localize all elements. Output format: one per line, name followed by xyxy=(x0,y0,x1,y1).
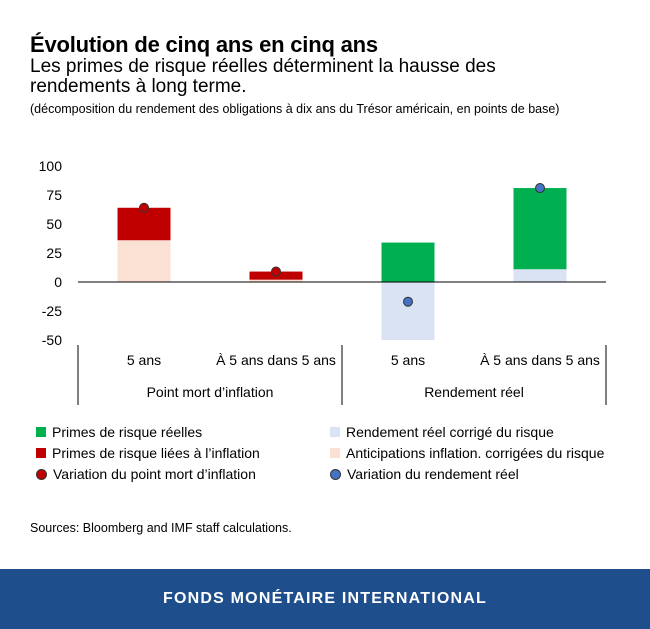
legend-item xyxy=(36,424,202,440)
legend-item xyxy=(330,424,554,440)
legend-swatch xyxy=(330,427,340,437)
chart-title: Évolution de cinq ans en cinq ans xyxy=(30,32,378,57)
legend-swatch xyxy=(36,448,46,458)
x-tick-label: À 5 ans dans 5 ans xyxy=(216,352,336,368)
chart-area xyxy=(0,150,650,410)
bar-segment xyxy=(382,243,435,282)
footer-banner xyxy=(0,569,650,629)
x-tick-label: 5 ans xyxy=(390,352,426,368)
legend-marker xyxy=(36,469,47,480)
legend-marker xyxy=(330,469,341,480)
legend-item xyxy=(330,466,519,482)
y-tick-label: 50 xyxy=(46,216,62,232)
x-group-label: Point mort d’inflation xyxy=(146,384,274,400)
x-group-label: Rendement réel xyxy=(424,384,524,400)
legend-swatch xyxy=(330,448,340,458)
bar-segment xyxy=(514,188,567,269)
footer-text: FONDS MONÉTAIRE INTERNATIONAL xyxy=(163,590,487,607)
data-point-marker xyxy=(140,203,149,212)
legend-label: Variation du point mort d’inflation xyxy=(53,466,256,482)
bar-segment xyxy=(382,282,435,340)
y-tick-label: 100 xyxy=(38,158,62,174)
legend-item xyxy=(330,445,604,461)
bar-segment xyxy=(118,240,171,282)
legend-item xyxy=(36,466,256,482)
legend-label: Rendement réel corrigé du risque xyxy=(346,424,554,440)
data-point-marker xyxy=(536,184,545,193)
data-point-marker xyxy=(272,267,281,276)
chart-subtitle: Les primes de risque réelles déterminent la hausse des rendements à long terme. xyxy=(30,56,496,97)
y-tick-label: -25 xyxy=(41,303,62,319)
y-tick-label: 75 xyxy=(46,187,62,203)
legend-swatch xyxy=(36,427,46,437)
y-tick-label: 0 xyxy=(54,274,62,290)
bar-segment xyxy=(514,269,567,282)
y-tick-label: -50 xyxy=(41,332,62,348)
data-point-marker xyxy=(404,297,413,306)
legend-label: Primes de risque liées à l’inflation xyxy=(52,445,260,461)
legend-label: Anticipations inflation. corrigées du risque xyxy=(346,445,605,461)
legend-item xyxy=(36,445,260,461)
y-tick-label: 25 xyxy=(46,245,62,261)
x-tick-label: 5 ans xyxy=(126,352,162,368)
x-tick-label: À 5 ans dans 5 ans xyxy=(480,352,600,368)
sources-note: Sources: Bloomberg and IMF staff calculations. xyxy=(30,521,292,535)
chart-note: (décomposition du rendement des obligations à dix ans du Trésor américain, en points de base) xyxy=(30,102,560,116)
legend-label: Variation du rendement réel xyxy=(347,466,519,482)
legend-label: Primes de risque réelles xyxy=(52,424,203,440)
